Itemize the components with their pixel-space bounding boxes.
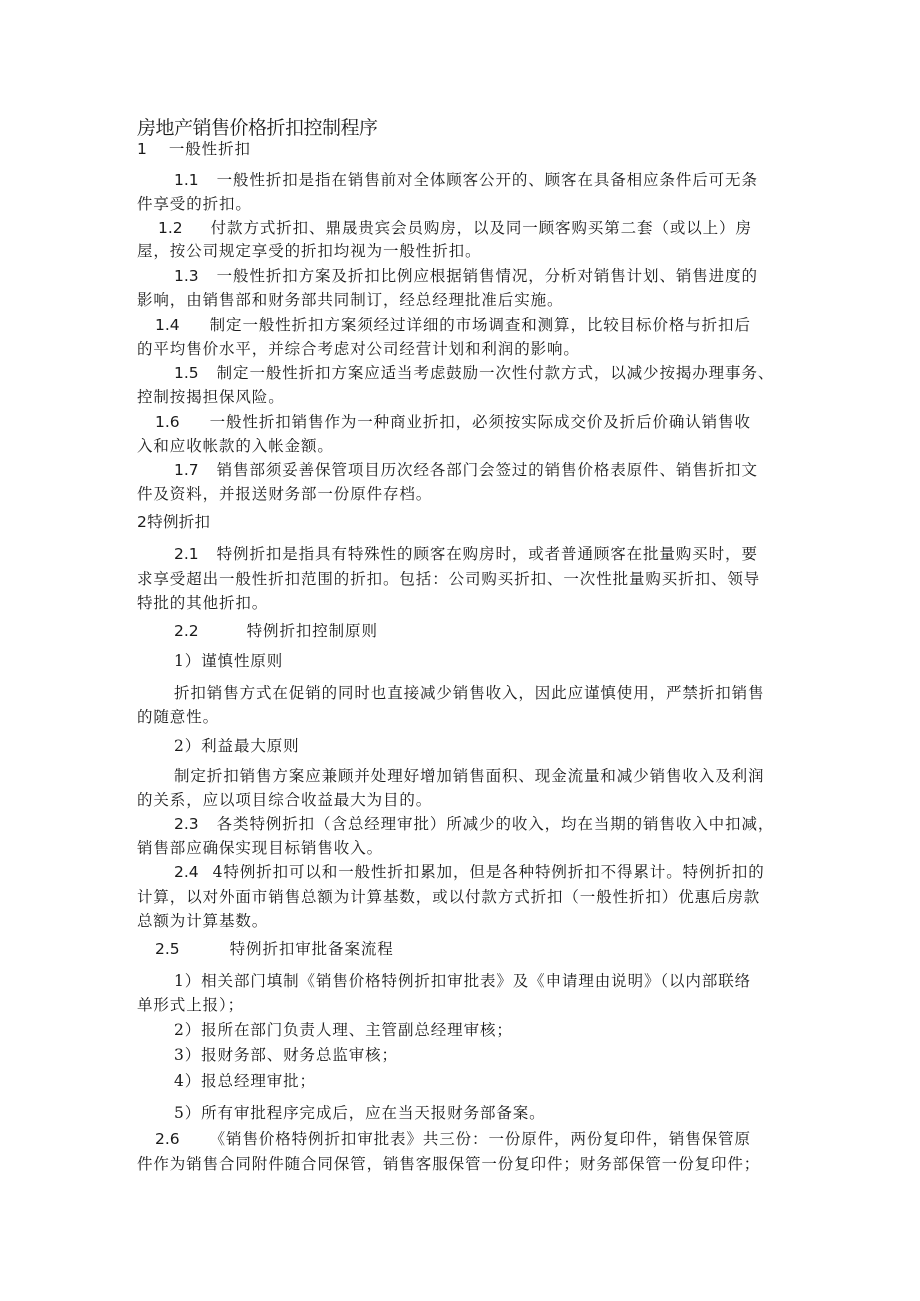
clause-number: 1.3 <box>174 267 199 285</box>
clause-2-4-line-2: 计算，以对外面市销售总额为计算基数，或以付款方式折扣（一般性折扣）优惠后房款 <box>137 888 761 906</box>
clause-2-2-heading: 2.2 特例折扣控制原则 <box>174 622 378 640</box>
principle-1-line-2: 的随意性。 <box>137 708 220 726</box>
section-2-heading: 2特例折扣 <box>137 513 211 531</box>
clause-1-4-line-1: 1.4 制定一般性折扣方案须经过详细的市场调查和测算，比较目标价格与折扣后 <box>155 316 751 334</box>
clause-number: 2.5 <box>155 940 180 958</box>
section-1-heading <box>137 139 251 159</box>
clause-number: 1.1 <box>174 171 199 189</box>
step-3: 3）报财务部、财务总监审核； <box>174 1046 398 1064</box>
clause-1-7-line-1: 1.7 销售部须妥善保管项目历次经各部门会签过的销售价格表原件、销售折扣文 <box>174 461 758 479</box>
principle-2-line-2: 的关系，应以项目综合收益最大为目的。 <box>137 791 433 809</box>
clause-2-4-line-3: 总额为计算基数。 <box>137 912 269 930</box>
clause-1-1-line-1: 1.1 一般性折扣是指在销售前对全体顾客公开的、顾客在具备相应条件后可无条 <box>174 171 758 189</box>
clause-2-6-line-1: 2.6 《销售价格特例折扣审批表》共三份：一份原件，两份复印件，销售保管原 <box>155 1130 751 1148</box>
clause-1-3-line-2: 影响，由销售部和财务部共同制订，经总经理批准后实施。 <box>137 291 564 309</box>
step-2: 2）报所在部门负责人理、主管副总经理审核； <box>174 1021 513 1039</box>
clause-1-7-line-2: 件及资料，并报送财务部一份原件存档。 <box>137 485 433 503</box>
step-5: 5）所有审批程序完成后，应在当天报财务部备案。 <box>174 1104 546 1122</box>
principle-1-line-1: 折扣销售方式在促销的同时也直接减少销售收入，因此应谨慎使用，严禁折扣销售 <box>174 684 765 702</box>
clause-number: 1.5 <box>174 364 199 382</box>
section-title: 一般性折扣 <box>168 140 251 158</box>
clause-number: 1.6 <box>155 413 180 431</box>
principle-1-label: 1）谨慎性原则 <box>174 652 284 670</box>
clause-1-5-line-2: 控制按揭担保风险。 <box>137 388 285 406</box>
clause-2-3-line-2: 销售部应确保实现目标销售收入。 <box>137 839 384 857</box>
clause-1-6-line-2: 入和应收帐款的入帐金额。 <box>137 437 334 455</box>
clause-2-1-line-3: 特批的其他折扣。 <box>137 594 269 612</box>
principle-2-label: 2）利益最大原则 <box>174 737 300 755</box>
step-4: 4）报总经理审批； <box>174 1072 316 1090</box>
clause-number: 2.6 <box>155 1130 180 1148</box>
clause-2-1-line-1: 2.1 特例折扣是指具有特殊性的顾客在购房时，或者普通顾客在批量购买时，要 <box>174 545 758 563</box>
clause-1-2-line-1: 1.2 付款方式折扣、鼎晟贵宾会员购房，以及同一顾客购买第二套（或以上）房 <box>158 219 752 237</box>
clause-1-3-line-1: 1.3 一般性折扣方案及折扣比例应根据销售情况，分析对销售计划、销售进度的 <box>174 267 758 285</box>
step-1-line-2: 单形式上报）； <box>137 996 245 1014</box>
clause-2-5-heading: 2.5 特例折扣审批备案流程 <box>155 940 394 958</box>
clause-1-5-line-1: 1.5 制定一般性折扣方案应适当考虑鼓励一次性付款方式，以减少按揭办理事务、 <box>174 364 775 382</box>
step-1-line-1: 1）相关部门填制《销售价格特例折扣审批表》及《申请理由说明》（以内部联络 <box>174 972 752 990</box>
clause-number: 1.7 <box>174 461 199 479</box>
clause-1-6-line-1: 1.6 一般性折扣销售作为一种商业折扣，必须按实际成交价及折后价确认销售收 <box>155 413 751 431</box>
clause-2-4-line-1: 2.4 4特例折扣可以和一般性折扣累加，但是各种特例折扣不得累计。特例折扣的 <box>174 863 765 881</box>
clause-number: 2.3 <box>174 815 199 833</box>
clause-number: 1.2 <box>158 219 183 237</box>
clause-1-2-line-2: 屋，按公司规定享受的折扣均视为一般性折扣。 <box>137 242 482 260</box>
clause-1-1-line-2: 件享受的折扣。 <box>137 195 252 213</box>
clause-number: 2.1 <box>174 545 199 563</box>
document-title: 房地产销售价格折扣控制程序 <box>137 117 378 139</box>
clause-2-6-line-2: 件作为销售合同附件随合同保管，销售客服保管一份复印件；财务部保管一份复印件； <box>137 1155 761 1173</box>
clause-2-3-line-1: 2.3 各类特例折扣（含总经理审批）所减少的收入，均在当期的销售收入中扣减， <box>174 815 775 833</box>
section-number: 1 <box>137 140 147 158</box>
clause-number: 2.2 <box>174 622 199 640</box>
clause-2-1-line-2: 求享受超出一般性折扣范围的折扣。包括：公司购买折扣、一次性批量购买折扣、领导 <box>137 570 761 588</box>
principle-2-line-1: 制定折扣销售方案应兼顾并处理好增加销售面积、现金流量和减少销售收入及利润 <box>174 767 765 785</box>
clause-number: 2.4 <box>174 863 199 881</box>
clause-1-4-line-2: 的平均售价水平，并综合考虑对公司经营计划和利润的影响。 <box>137 340 580 358</box>
clause-number: 1.4 <box>155 316 180 334</box>
